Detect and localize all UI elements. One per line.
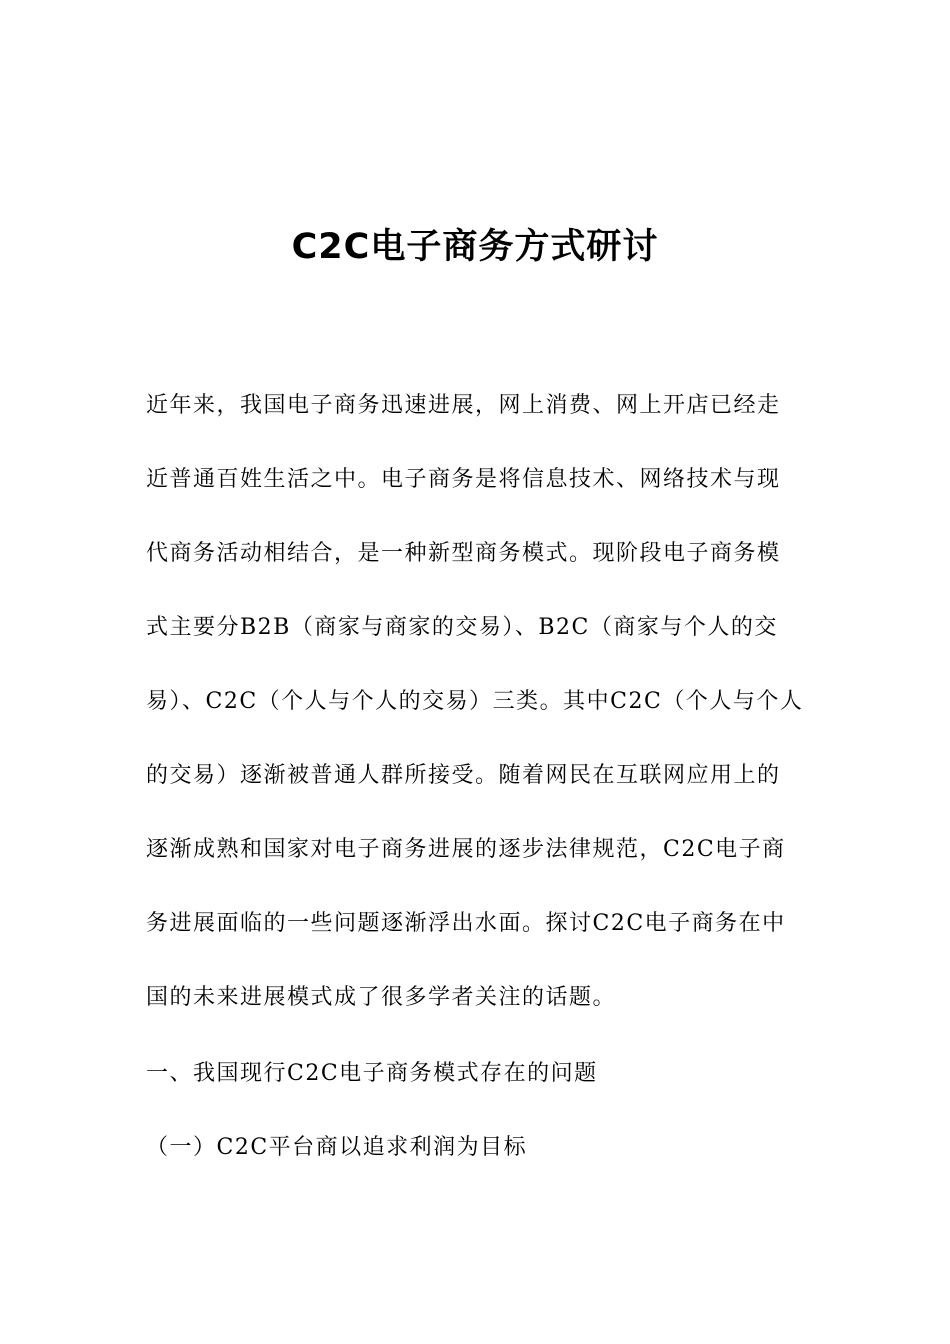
paragraph-line: 务进展面临的一些问题逐渐浮出水面。探讨C2C电子商务在中 bbox=[146, 911, 786, 936]
document-title: C2C电子商务方式研讨 bbox=[291, 227, 659, 267]
paragraph-line: 近普通百姓生活之中。电子商务是将信息技术、网络技术与现 bbox=[146, 467, 781, 492]
subsection-heading: （一）C2C平台商以追求利润为目标 bbox=[146, 1135, 528, 1160]
paragraph-line: 近年来，我国电子商务迅速进展，网上消费、网上开店已经走 bbox=[146, 393, 781, 418]
paragraph-line: 易）、C2C（个人与个人的交易）三类。其中C2C（个人与个人 bbox=[146, 689, 804, 714]
paragraph-line: 国的未来进展模式成了很多学者关注的话题。 bbox=[146, 985, 617, 1010]
paragraph-line: 的交易）逐渐被普通人群所接受。随着网民在互联网应用上的 bbox=[146, 763, 781, 788]
paragraph-line: 代商务活动相结合，是一种新型商务模式。现阶段电子商务模 bbox=[146, 541, 781, 566]
paragraph-line: 逐渐成熟和国家对电子商务进展的逐步法律规范，C2C电子商 bbox=[146, 837, 786, 862]
section-heading: 一、我国现行C2C电子商务模式存在的问题 bbox=[146, 1061, 598, 1086]
paragraph-line: 式主要分B2B（商家与商家的交易）、B2C（商家与个人的交 bbox=[146, 615, 778, 640]
intro-paragraph bbox=[146, 369, 808, 1035]
